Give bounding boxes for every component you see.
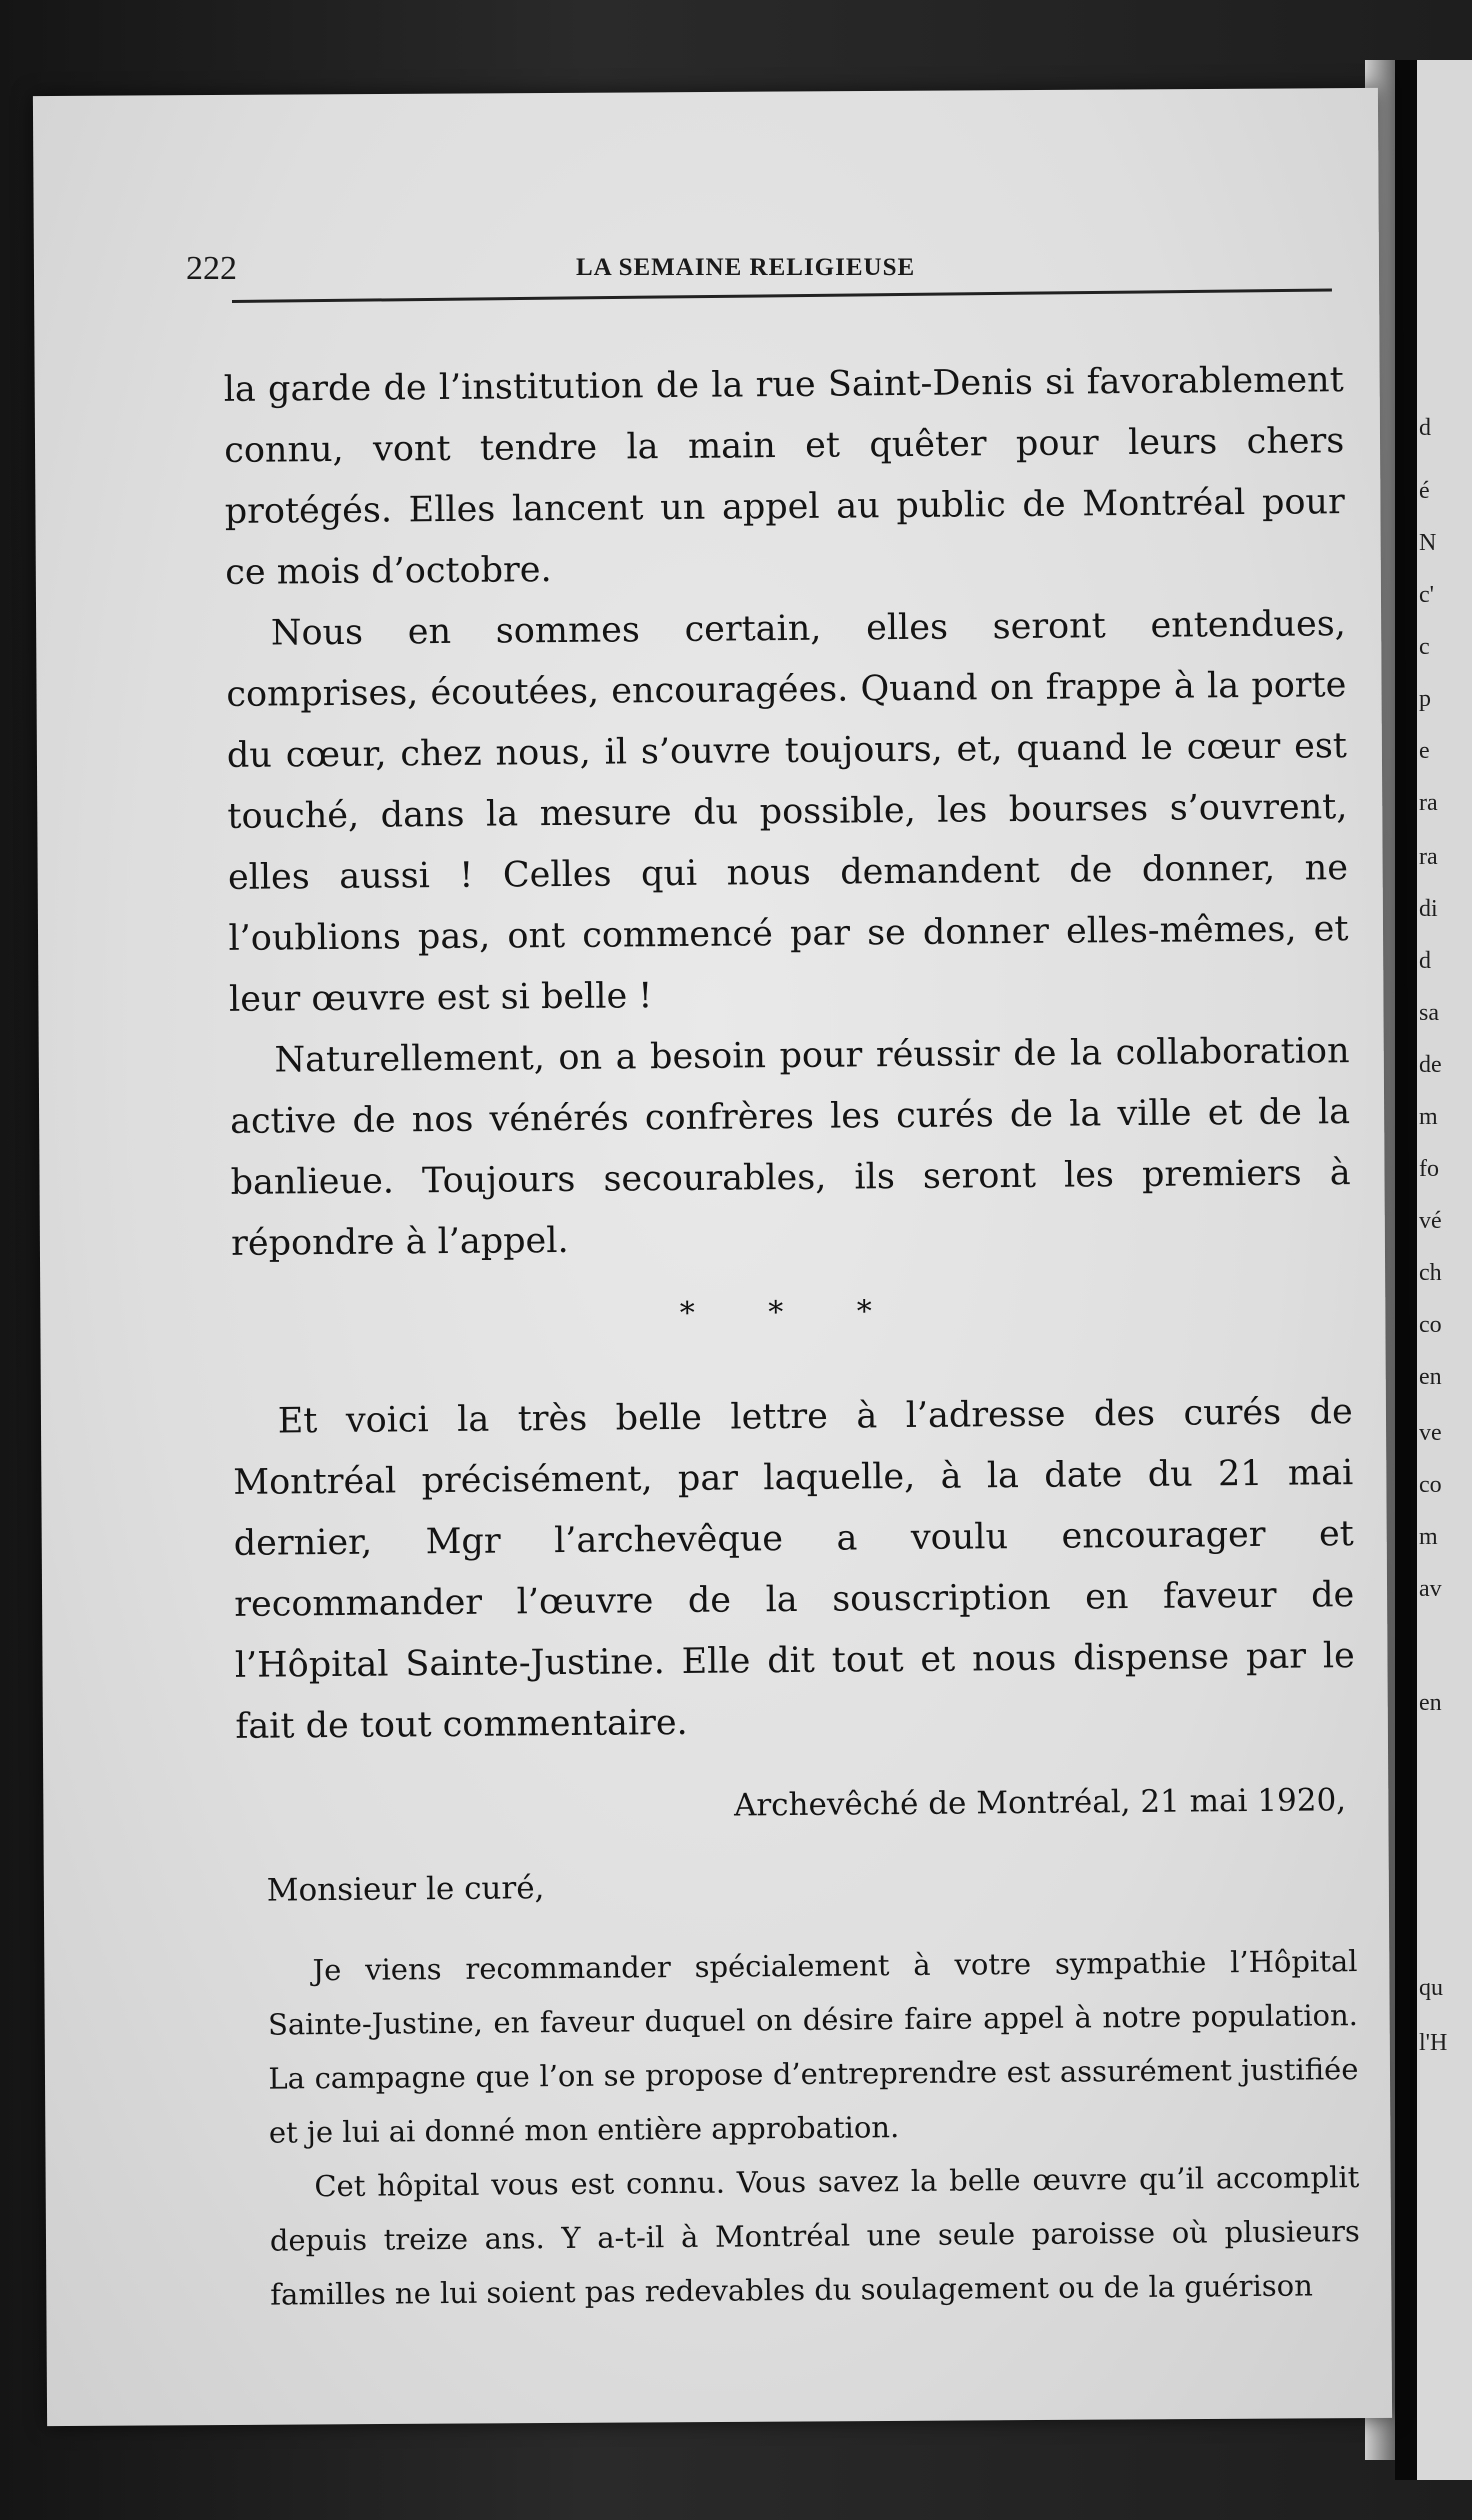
letter-body [267,1934,1360,2321]
next-page-margin [1417,60,1472,2480]
running-title: LA SEMAINE RELIGIEUSE [576,254,916,281]
next-page-fragment: en [1419,1690,1442,1716]
next-page-fragment: l'H [1419,2030,1448,2056]
next-page-fragment: ch [1419,1260,1442,1286]
next-page-fragment: d [1419,415,1431,441]
next-page-fragment: m [1419,1524,1438,1550]
next-page-fragment: ra [1419,790,1438,816]
next-page-fragment: ve [1419,1420,1442,1446]
next-page-fragment: qu [1419,1975,1443,2001]
next-page-fragment: di [1419,896,1438,922]
article-body [223,350,1360,2322]
letter-paragraph: Je viens recommander spécialement à votre sympathie l’Hôpital Sainte-Justine, en faveur duquel on désire faire appel à notre population. La campagne que l’on se propose d’entreprendre est assurément justifiée et je lui ai donné mon entière approbation. [267,1944,1359,2150]
next-page-fragment: sa [1419,1000,1439,1026]
next-page-fragment: av [1419,1576,1442,1602]
next-page-fragment: ra [1419,844,1438,870]
book-gutter [1395,60,1417,2480]
next-page-fragment: en [1419,1364,1442,1390]
next-page-fragment: vé [1419,1208,1442,1234]
paragraph: Nous en sommes certain, elles seront entendues, comprises, écoutées, encouragées. Quand on frappe à la porte du cœur, chez nous, il s’ouvre toujours, et, quand le cœur est touché, dans la mesure du possible, les bourses s’ouvrent, elles aussi ! Celles qui nous demandent de donner, ne l’oublions pas, ont commencé par se donner elles-mêmes, et leur œuvre est si belle ! [226,604,1349,1020]
next-page-fragment: co [1419,1472,1442,1498]
next-page-fragment: N [1419,530,1437,556]
next-page-fragment: fo [1419,1156,1439,1182]
paragraph: Naturellement, on a besoin pour réussir de la collaboration active de nos vénérés confrères les curés de la ville et de la banlieue. Toujours secourables, ils seront les premiers à répondre à l’appel. [229,1031,1351,1264]
letter-paragraph: Cet hôpital vous est connu. Vous savez la belle œuvre qu’il accomplit depuis treize ans. Y a-t-il à Montréal une seule paroisse où plusieurs familles ne lui soient pas redevables du soulagement ou de la guérison [269,2160,1360,2312]
next-page-fragment: de [1419,1052,1442,1078]
letter-dateline: Archevêché de Montréal, 21 mai 1920, [733,1782,1347,1824]
next-page-fragment: c [1419,634,1430,660]
next-page-fragment: d [1419,948,1431,974]
next-page-fragment: co [1419,1312,1442,1338]
page-number: 222 [186,250,237,287]
next-page-fragment: é [1419,478,1430,504]
paragraph: la garde de l’institution de la rue Saint-Denis si favorablement connu, vont tendre la main et quêter pour leurs chers protégés. Elles lancent un appel au public de Montréal pour ce mois d’octobre. [223,360,1345,593]
next-page-fragment: p [1419,686,1431,712]
next-page-fragment: m [1419,1104,1438,1130]
page-header [186,250,1336,290]
next-page-fragment: c' [1419,582,1434,608]
paragraph: Et voici la très belle lettre à l’adresse des curés de Montréal précisément, par laquelle, à la date du 21 mai dernier, Mgr l’archevêque a voulu encourager et recommander l’œuvre de la souscription en faveur de l’Hôpital Sainte-Justine. Elle dit tout et nous dispense par le fait de tout commentaire. [233,1392,1355,1747]
section-separator: * * * [679,1294,904,1331]
letter-salutation: Monsieur le curé, [266,1870,545,1909]
next-page-fragment: e [1419,738,1430,764]
